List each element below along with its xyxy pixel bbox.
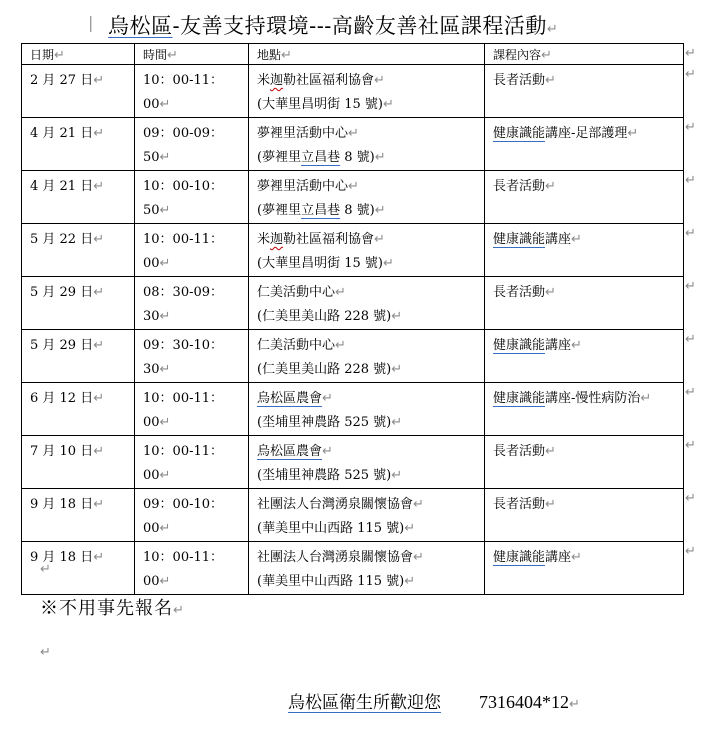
text-cursor: | <box>88 13 94 32</box>
place-address: (大華里昌明街 15 號) <box>257 256 383 271</box>
place-name: 夢裡里活動中心 <box>257 179 349 194</box>
cell-course: 長者活動↵ <box>485 171 684 224</box>
row-end-mark-icon: ↵ <box>685 385 696 400</box>
place-address: (大華里昌明街 15 號) <box>257 97 383 112</box>
row-end-mark-icon: ↵ <box>685 491 696 506</box>
course-name: 健康識能講座 <box>493 550 572 565</box>
cell-course: 健康識能講座-足部護理↵ <box>485 118 684 171</box>
course-name: 長者活動 <box>493 285 546 300</box>
paragraph-mark-icon: ↵ <box>40 645 51 660</box>
schedule-table <box>21 43 684 595</box>
cell-time: 09：00-09： 50↵ <box>135 118 249 171</box>
table-row <box>22 65 684 118</box>
cell-course: 長者活動↵ <box>485 489 684 542</box>
course-name: 健康識能講座-足部護理 <box>493 126 628 141</box>
cell-place: 米迦勒社區福利協會↵ (大華里昌明街 15 號)↵ <box>249 65 485 118</box>
header-course: 課程內容↵ <box>485 44 684 65</box>
cell-place: 社團法人台灣湧泉關懷協會↵ (華美里中山西路 115 號)↵ <box>249 542 485 595</box>
place-address: (夢裡里立昌巷 8 號) <box>257 150 375 165</box>
cell-time: 10：00-11： 00↵ <box>135 65 249 118</box>
cell-place: 烏松區農會↵ (坔埔里神農路 525 號)↵ <box>249 383 485 436</box>
course-name: 長者活動 <box>493 497 546 512</box>
cell-place: 夢裡里活動中心↵ (夢裡里立昌巷 8 號)↵ <box>249 118 485 171</box>
paragraph-mark-icon: ↵ <box>40 562 51 577</box>
cell-course: 健康識能講座-慢性病防治↵ <box>485 383 684 436</box>
course-name: 長者活動 <box>493 73 546 88</box>
table-row <box>22 224 684 277</box>
course-name: 健康識能講座-慢性病防治 <box>493 391 641 406</box>
row-end-mark-icon: ↵ <box>685 67 696 82</box>
cell-date: 6 月 12 日↵ <box>22 383 135 436</box>
cell-course: 長者活動↵ <box>485 277 684 330</box>
place-address: (坔埔里神農路 525 號) <box>257 415 392 430</box>
place-address: (夢裡里立昌巷 8 號) <box>257 203 375 218</box>
table-row <box>22 277 684 330</box>
place-name: 仁美活動中心 <box>257 285 336 300</box>
title-district: 烏松區 <box>108 14 173 38</box>
cell-date: 4 月 21 日↵ <box>22 118 135 171</box>
course-name: 健康識能講座 <box>493 232 572 247</box>
header-place: 地點↵ <box>249 44 485 65</box>
cell-course: 健康識能講座↵ <box>485 224 684 277</box>
place-name: 米迦勒社區福利協會 <box>257 73 375 88</box>
cell-time: 10：00-11： 00↵ <box>135 542 249 595</box>
footer-phone: 7316404*12 <box>479 692 569 712</box>
table-row <box>22 489 684 542</box>
cell-time: 08：30-09： 30↵ <box>135 277 249 330</box>
registration-note: ※不用事先報名↵ <box>40 598 185 619</box>
cell-place: 社團法人台灣湧泉關懷協會↵ (華美里中山西路 115 號)↵ <box>249 489 485 542</box>
table-row <box>22 542 684 595</box>
place-address: (華美里中山西路 115 號) <box>257 574 405 589</box>
cell-time: 10：00-11： 00↵ <box>135 224 249 277</box>
cell-place: 夢裡里活動中心↵ (夢裡里立昌巷 8 號)↵ <box>249 171 485 224</box>
row-end-mark-icon: ↵ <box>685 279 696 294</box>
place-address: (仁美里美山路 228 號) <box>257 362 392 377</box>
footer-welcome: 烏松區衛生所歡迎您 <box>288 693 441 713</box>
place-address: (仁美里美山路 228 號) <box>257 309 392 324</box>
course-name: 健康識能講座 <box>493 338 572 353</box>
cell-date: 5 月 22 日↵ <box>22 224 135 277</box>
table-row <box>22 171 684 224</box>
table-row <box>22 330 684 383</box>
cell-date: 4 月 21 日↵ <box>22 171 135 224</box>
header-date: 日期↵ <box>22 44 135 65</box>
cell-course: 健康識能講座↵ <box>485 542 684 595</box>
table-row <box>22 118 684 171</box>
header-time: 時間↵ <box>135 44 249 65</box>
cell-date: 2 月 27 日↵ <box>22 65 135 118</box>
place-address: (華美里中山西路 115 號) <box>257 521 405 536</box>
row-end-mark-icon: ↵ <box>685 544 696 559</box>
paragraph-mark-icon: ↵ <box>546 22 559 37</box>
row-end-mark-icon: ↵ <box>685 173 696 188</box>
place-name: 烏松區農會 <box>257 391 323 406</box>
cell-date: 9 月 18 日↵ <box>22 542 135 595</box>
table-row <box>22 436 684 489</box>
row-end-mark-icon: ↵ <box>685 226 696 241</box>
cell-place: 烏松區農會↵ (坔埔里神農路 525 號)↵ <box>249 436 485 489</box>
cell-date: 5 月 29 日↵ <box>22 330 135 383</box>
table-header-row <box>22 44 684 65</box>
footer: 烏松區衛生所歡迎您 7316404*12↵ <box>288 692 580 713</box>
place-name: 社團法人台灣湧泉關懷協會 <box>257 497 414 512</box>
cell-course: 長者活動↵ <box>485 436 684 489</box>
cell-place: 仁美活動中心↵ (仁美里美山路 228 號)↵ <box>249 330 485 383</box>
cell-date: 5 月 29 日↵ <box>22 277 135 330</box>
title-text: -友善支持環境---高齡友善社區課程活動 <box>172 14 547 38</box>
place-name: 社團法人台灣湧泉關懷協會 <box>257 550 414 565</box>
place-name: 夢裡里活動中心 <box>257 126 349 141</box>
cell-place: 仁美活動中心↵ (仁美里美山路 228 號)↵ <box>249 277 485 330</box>
place-name: 仁美活動中心 <box>257 338 336 353</box>
place-name: 烏松區農會 <box>257 444 323 459</box>
cell-time: 10：00-11： 00↵ <box>135 436 249 489</box>
row-end-mark-icon: ↵ <box>685 438 696 453</box>
course-name: 長者活動 <box>493 444 546 459</box>
table-row <box>22 383 684 436</box>
cell-place: 米迦勒社區福利協會↵ (大華里昌明街 15 號)↵ <box>249 224 485 277</box>
row-end-mark-icon: ↵ <box>685 46 696 61</box>
row-end-mark-icon: ↵ <box>685 120 696 135</box>
place-address: (坔埔里神農路 525 號) <box>257 468 392 483</box>
place-name: 米迦勒社區福利協會 <box>257 232 375 247</box>
cell-course: 長者活動↵ <box>485 65 684 118</box>
cell-course: 健康識能講座↵ <box>485 330 684 383</box>
row-end-mark-icon: ↵ <box>685 332 696 347</box>
cell-time: 09：00-10： 00↵ <box>135 489 249 542</box>
cell-date: 7 月 10 日↵ <box>22 436 135 489</box>
cell-time: 09：30-10： 30↵ <box>135 330 249 383</box>
cell-time: 10：00-10： 50↵ <box>135 171 249 224</box>
cell-date: 9 月 18 日↵ <box>22 489 135 542</box>
cell-time: 10：00-11： 00↵ <box>135 383 249 436</box>
course-name: 長者活動 <box>493 179 546 194</box>
